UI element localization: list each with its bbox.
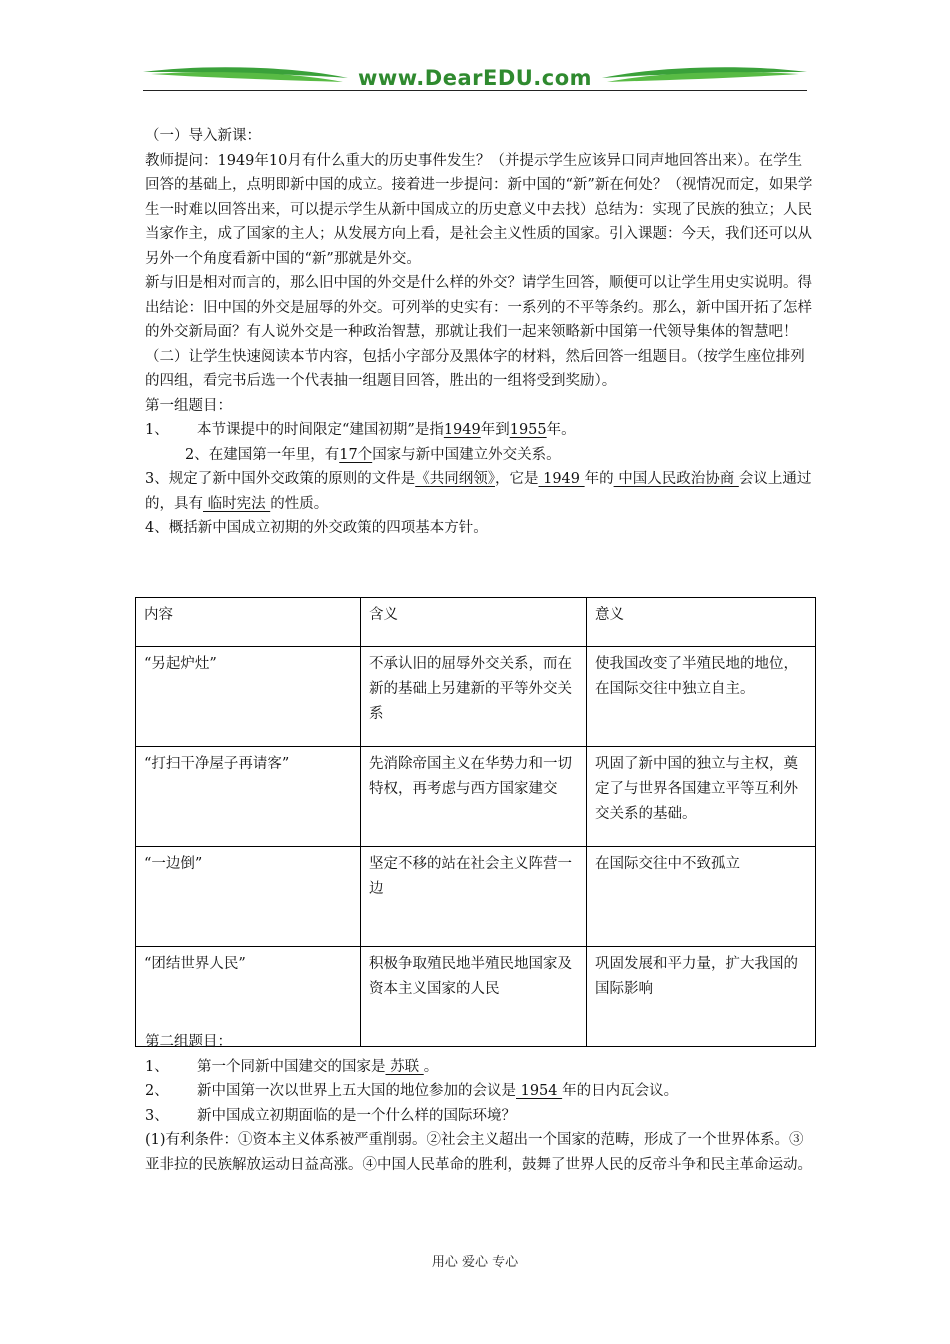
group1-question-3: 3、规定了新中国外交政策的原则的文件是《共同纲领》，它是 1949 年的 中国人民政治协商 会议上通过的，具有 临时宪法 的性质。	[145, 471, 812, 512]
section1-paragraph-2: 新与旧是相对而言的，那么旧中国的外交是什么样的外交？请学生回答，顺便可以让学生用史实说明。得出结论：旧中国的外交是屈辱的外交。可列举的史实有：一系列的不平等条约。那么，新中国开拓了怎样的外交新局面？有人说外交是一种政治智慧，那就让我们一起来领略新中国第一代领导集体的智慧吧！	[145, 275, 812, 340]
answer: 17个	[339, 446, 373, 463]
table-cell: “打扫干净屋子再请客”	[136, 747, 361, 847]
question-number: 3、	[145, 1107, 169, 1124]
group2-content	[145, 1030, 815, 1177]
group2-paragraph-1: (1)有利条件：①资本主义体系被严重削弱。②社会主义超出一个国家的范畴，形成了一个世界体系。③亚非拉的民族解放运动日益高涨。④中国人民革命的胜利，鼓舞了世界人民的反帝斗争和民主革命运动。	[145, 1132, 812, 1173]
group1-question-4: 4、概括新中国成立初期的外交政策的四项基本方针。	[145, 520, 488, 536]
site-logo: www.DearEDU.com	[357, 66, 593, 90]
section2-intro: （二）让学生快速阅读本节内容，包括小字部分及黑体字的材料，然后回答一组题目。（按学生座位排列的四组，看完书后选一个代表抽一组题目回答，胜出的一组将受到奖励）。	[145, 348, 805, 389]
table-row	[136, 747, 816, 847]
table-header-cell: 意义	[587, 598, 816, 647]
group1-title: 第一组题目：	[145, 397, 232, 414]
table-cell: “团结世界人民”	[136, 947, 361, 1047]
answer: 1949	[443, 422, 481, 438]
table-cell: 巩固发展和平力量，扩大我国的国际影响	[587, 947, 816, 1047]
answer: 1949	[538, 471, 585, 487]
page-footer: 用心 爱心 专心	[431, 1255, 519, 1270]
table-row	[136, 647, 816, 747]
site-header	[143, 62, 807, 96]
section1-title: （一）导入新课：	[145, 128, 261, 144]
group2-title: 第二组题目：	[145, 1034, 232, 1050]
group1-question-1: 1、 本节课提中的时间限定“建国初期”是指1949年到1955年。	[145, 418, 815, 443]
group1-question-2: 2、在建国第一年里，有17个国家与新中国建立外交关系。	[185, 446, 561, 463]
table-cell: “另起炉灶”	[136, 647, 361, 747]
answer: 1954	[516, 1083, 563, 1099]
table-cell: 坚定不移的站在社会主义阵营一边	[361, 847, 587, 947]
table-header-cell: 含义	[361, 598, 587, 647]
answer: 临时宪法	[203, 495, 271, 512]
answer: 1955	[509, 422, 547, 438]
table-cell: 使我国改变了半殖民地的地位，在国际交往中独立自主。	[587, 647, 816, 747]
question-number: 1、	[145, 422, 169, 438]
answer: 《共同纲领》	[415, 471, 495, 487]
table-header-row	[136, 598, 816, 647]
table-cell: “一边倒”	[136, 847, 361, 947]
table-cell: 在国际交往中不致孤立	[587, 847, 816, 947]
table-cell: 不承认旧的屈辱外交关系，而在新的基础上另建新的平等外交关系	[361, 647, 587, 747]
group2-question-1: 1、 第一个同新中国建交的国家是 苏联 。	[145, 1055, 815, 1080]
table-cell: 积极争取殖民地半殖民地国家及资本主义国家的人民	[361, 947, 587, 1047]
table-row	[136, 847, 816, 947]
header-divider	[143, 90, 807, 91]
table-cell: 巩固了新中国的独立与主权，奠定了与世界各国建立平等互利外交关系的基础。	[587, 747, 816, 847]
group2-question-2: 2、 新中国第一次以世界上五大国的地位参加的会议是 1954 年的日内瓦会议。	[145, 1079, 815, 1104]
answer: 苏联	[385, 1058, 424, 1075]
foreign-policy-table	[135, 597, 816, 1047]
lesson-content	[145, 124, 815, 541]
table-header-cell: 内容	[136, 598, 361, 647]
table-cell: 先消除帝国主义在华势力和一切特权，再考虑与西方国家建交	[361, 747, 587, 847]
group2-question-3: 3、 新中国成立初期面临的是一个什么样的国际环境？	[145, 1104, 815, 1129]
section1-paragraph-1: 教师提问：1949年10月有什么重大的历史事件发生？（并提示学生应该异口同声地回答出来）。在学生回答的基础上，点明即新中国的成立。接着进一步提问：新中国的“新”新在何处？（视情况而定，如果学生一时难以回答出来，可以提示学生从新中国成立的历史意义中去找）总结为：实现了民族的独立；人民当家作主，成了国家的主人；从发展方向上看，是社会主义性质的国家。引入课题：今天，我们还可以从另外一个角度看新中国的“新”那就是外交。	[145, 152, 813, 267]
answer: 中国人民政治协商	[613, 471, 739, 487]
question-number: 2、	[145, 1083, 169, 1099]
question-number: 1、	[145, 1058, 169, 1075]
